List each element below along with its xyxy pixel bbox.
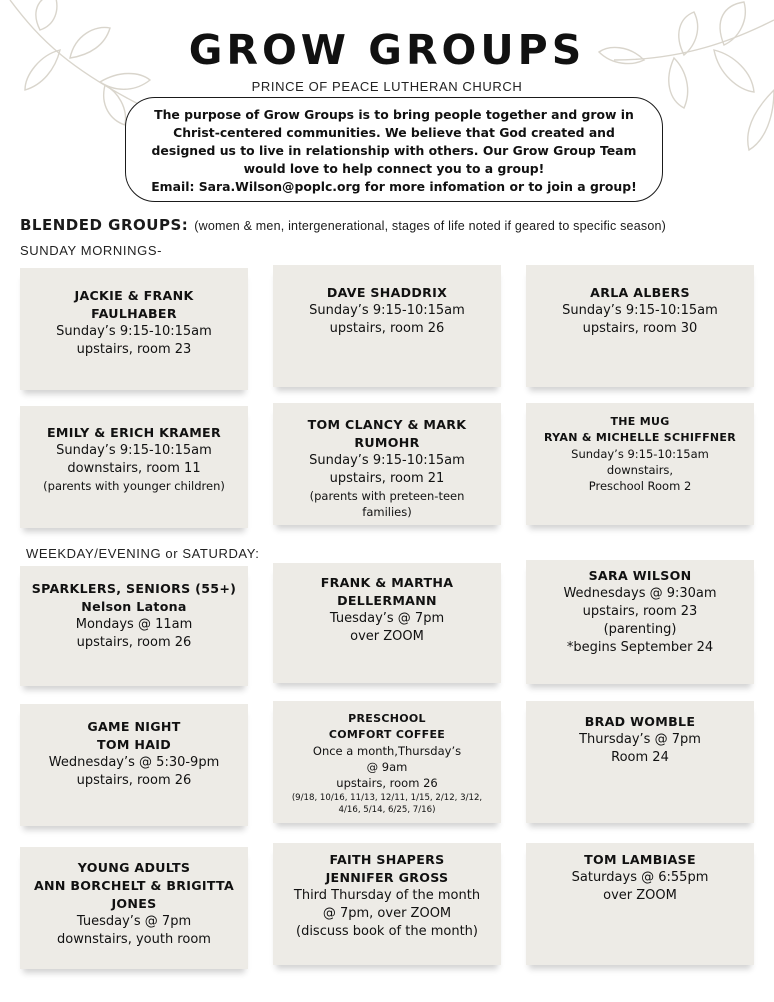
group-title: BRAD WOMBLE [584, 714, 696, 729]
group-schedule: Tuesday’s @ 7pm [76, 914, 192, 929]
group-card [526, 403, 754, 525]
group-card [273, 563, 501, 683]
purpose-text: The purpose of Grow Groups is to bring people together and grow in Christ-centered communities. We believe that God created and designed us to live in relationship with others. Our Grow Group Team would love to help connect you to a group! Email: Sara.Wilson@poplc.org for more infomation or to join a group! [151, 107, 637, 194]
group-schedule: Mondays @ 11am [75, 617, 193, 632]
group-card [20, 704, 248, 826]
group-title: THE MUG RYAN & MICHELLE SCHIFFNER [544, 415, 736, 444]
group-location: upstairs, room 26 [329, 321, 445, 336]
purpose-box [125, 97, 663, 202]
group-title: SARA WILSON [588, 568, 692, 583]
group-card [526, 560, 754, 684]
blended-groups-title: BLENDED GROUPS: [20, 216, 189, 234]
group-title: PRESCHOOL COMFORT COFFEE [328, 712, 446, 741]
group-location: downstairs, room 11 [67, 461, 201, 476]
group-title: ARLA ALBERS [590, 285, 690, 300]
group-schedule: Third Thursday of the month [293, 888, 481, 903]
group-schedule: Sunday’s 9:15-10:15am [309, 453, 465, 468]
group-location: upstairs, room 23 [582, 604, 698, 619]
group-card [20, 406, 248, 528]
church-name: PRINCE OF PEACE LUTHERAN CHURCH [251, 79, 523, 94]
group-title: GAME NIGHT TOM HAID [87, 719, 181, 752]
group-schedule: Sunday’s 9:15-10:15am [309, 303, 465, 318]
group-location: over ZOOM [603, 888, 677, 903]
group-title: JACKIE & FRANK FAULHABER [74, 288, 194, 321]
group-schedule: Wednesday’s @ 5:30-9pm [48, 755, 220, 770]
weekday-evening-label: WEEKDAY/EVENING or SATURDAY: [26, 546, 260, 561]
group-location: Room 24 [611, 750, 669, 765]
group-location: upstairs, room 23 [76, 342, 192, 357]
group-location-detail: Preschool Room 2 [588, 479, 692, 493]
group-card [526, 701, 754, 823]
group-title: FRANK & MARTHA DELLERMANN [320, 575, 454, 608]
group-card [526, 265, 754, 387]
sunday-mornings-label: SUNDAY MORNINGS- [20, 243, 163, 258]
group-note: (discuss book of the month) [296, 924, 478, 939]
group-location: over ZOOM [350, 629, 424, 644]
page-title: GROW GROUPS [188, 26, 586, 74]
group-card [273, 265, 501, 387]
group-card [20, 847, 248, 969]
group-title: FAITH SHAPERS JENNIFER GROSS [325, 852, 449, 885]
group-card [20, 268, 248, 390]
group-schedule: Once a month,Thursday’s @ 9am [312, 744, 462, 774]
group-schedule: Tuesday’s @ 7pm [329, 611, 445, 626]
group-title: EMILY & ERICH KRAMER [47, 425, 221, 440]
group-schedule: Sunday’s 9:15-10:15am [571, 447, 709, 461]
group-location: downstairs, youth room [57, 932, 211, 947]
group-card [20, 566, 248, 686]
group-location: upstairs, room 21 [329, 471, 445, 486]
group-location: downstairs, [606, 463, 674, 477]
group-card [526, 843, 754, 965]
group-time-location: @ 7pm, over ZOOM [322, 906, 452, 921]
group-schedule: Sunday’s 9:15-10:15am [56, 324, 212, 339]
blended-groups-note: (women & men, intergenerational, stages of life noted if geared to specific season) [194, 219, 666, 233]
group-card [273, 843, 501, 965]
group-title: TOM CLANCY & MARK RUMOHR [307, 417, 467, 450]
group-card [273, 701, 501, 823]
group-schedule: Thursday’s @ 7pm [579, 732, 701, 747]
group-location: upstairs, room 26 [76, 773, 192, 788]
group-card [273, 403, 501, 525]
group-location: upstairs, room 26 [336, 776, 438, 790]
blended-groups-heading [20, 216, 666, 235]
group-location: upstairs, room 26 [76, 635, 192, 650]
group-schedule: Saturdays @ 6:55pm [571, 870, 709, 885]
group-note: (parents with preteen-teen families) [309, 489, 465, 519]
group-schedule: Sunday’s 9:15-10:15am [562, 303, 718, 318]
group-title: DAVE SHADDRIX [326, 285, 448, 300]
group-title: TOM LAMBIASE [584, 852, 696, 867]
group-schedule: Wednesdays @ 9:30am [563, 586, 717, 601]
group-note: (parents with younger children) [43, 479, 225, 493]
group-schedule: Sunday’s 9:15-10:15am [56, 443, 212, 458]
group-title: YOUNG ADULTS ANN BORCHELT & BRIGITTA JONES [33, 860, 235, 911]
group-title: SPARKLERS, SENIORS (55+) Nelson Latona [31, 581, 237, 614]
group-start-note: *begins September 24 [566, 640, 714, 655]
group-focus: (parenting) [603, 622, 677, 637]
group-location: upstairs, room 30 [582, 321, 698, 336]
group-dates: (9/18, 10/16, 11/13, 12/11, 1/15, 2/12, 3/12, 4/16, 5/14, 6/25, 7/16) [291, 793, 483, 815]
